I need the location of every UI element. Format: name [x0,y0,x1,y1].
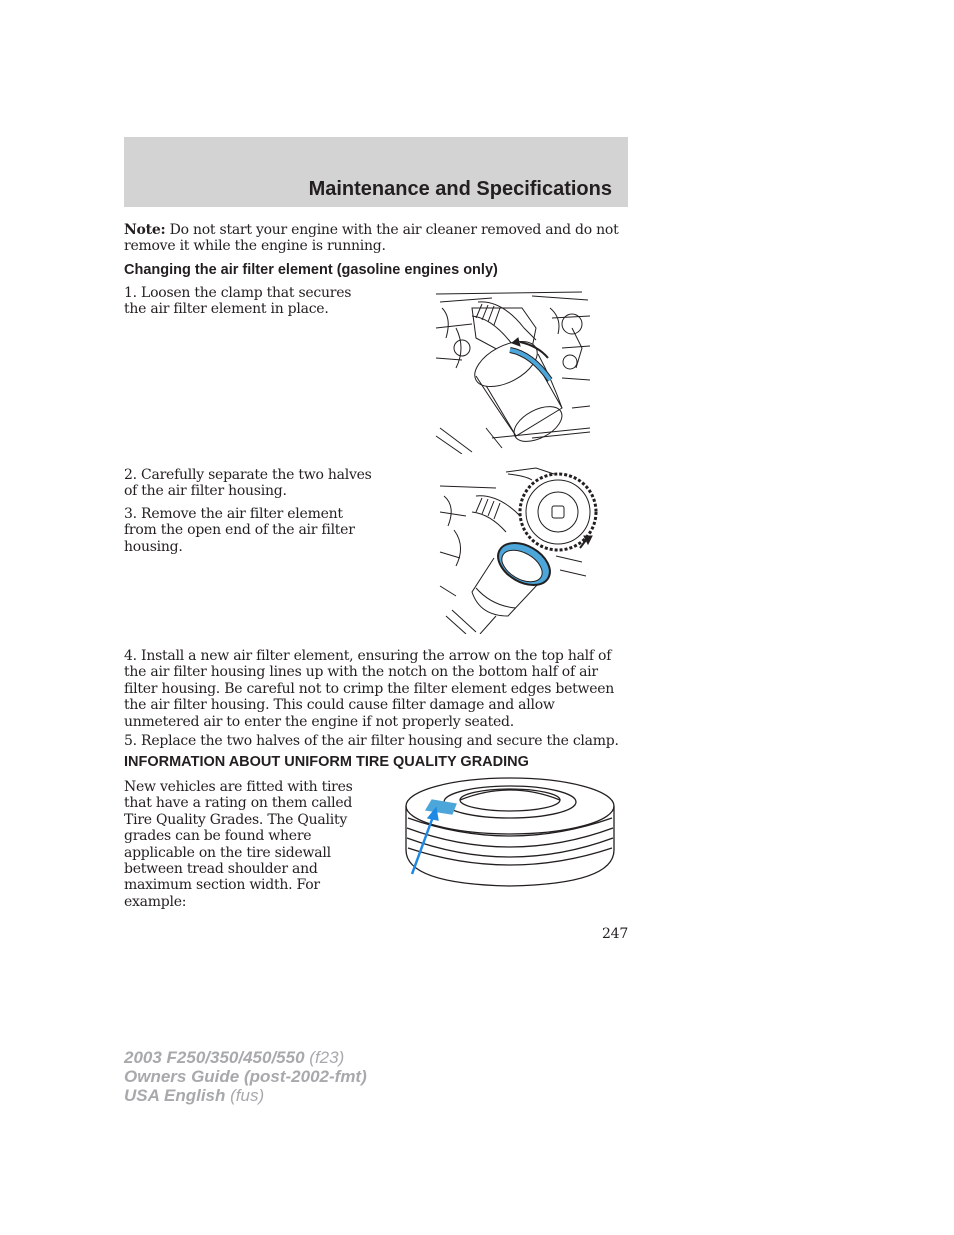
footer-model-code: (f23) [304,1048,345,1067]
note-paragraph [124,222,628,255]
footer-model: 2003 F250/350/450/550 [124,1048,305,1067]
step-3: 3. Remove the air filter element from the open end of the air filter housing. [124,506,355,555]
footer-guide: Owners Guide (post-2002-fmt) [124,1067,367,1086]
footer-language: USA English [124,1086,226,1105]
air-filter-housing-open-illustration [436,466,604,634]
tire-sidewall-illustration [402,774,618,890]
air-filter-clamp-illustration [432,288,592,454]
step-2: 2. Carefully separate the two halves of the air filter housing. [124,467,372,500]
step-4: 4. Install a new air filter element, ensuring the arrow on the top half of the air filter housing lines up with the notch on the bottom half of air filter housing. Be careful not to crimp the filter element edges between the air filter housing. This could cause filter damage and allow unmetered air to enter the engine if not properly seated. [124,648,615,730]
note-text: Do not start your engine with the air cleaner removed and do not remove it while the engine is running. [124,222,619,255]
step-1: 1. Loosen the clamp that secures the air filter element in place. [124,285,352,318]
note-label: Note: [124,222,166,238]
page-header-title: Maintenance and Specifications [308,178,612,200]
tire-grading-paragraph: New vehicles are fitted with tires that have a rating on them called Tire Quality Grades. The Quality grades can be found where applicable on the tire sidewall between tread shoulder and maximum section width. For example: [124,779,353,910]
section-heading-tire-grading: INFORMATION ABOUT UNIFORM TIRE QUALITY GRADING [124,754,529,770]
step-5: 5. Replace the two halves of the air filter housing and secure the clamp. [124,733,619,749]
page-number: 247 [602,926,628,942]
section-heading-air-filter: Changing the air filter element (gasoline engines only) [124,262,498,278]
header-band [124,137,628,207]
document-footer [124,1048,367,1105]
footer-language-code: (fus) [225,1086,265,1105]
